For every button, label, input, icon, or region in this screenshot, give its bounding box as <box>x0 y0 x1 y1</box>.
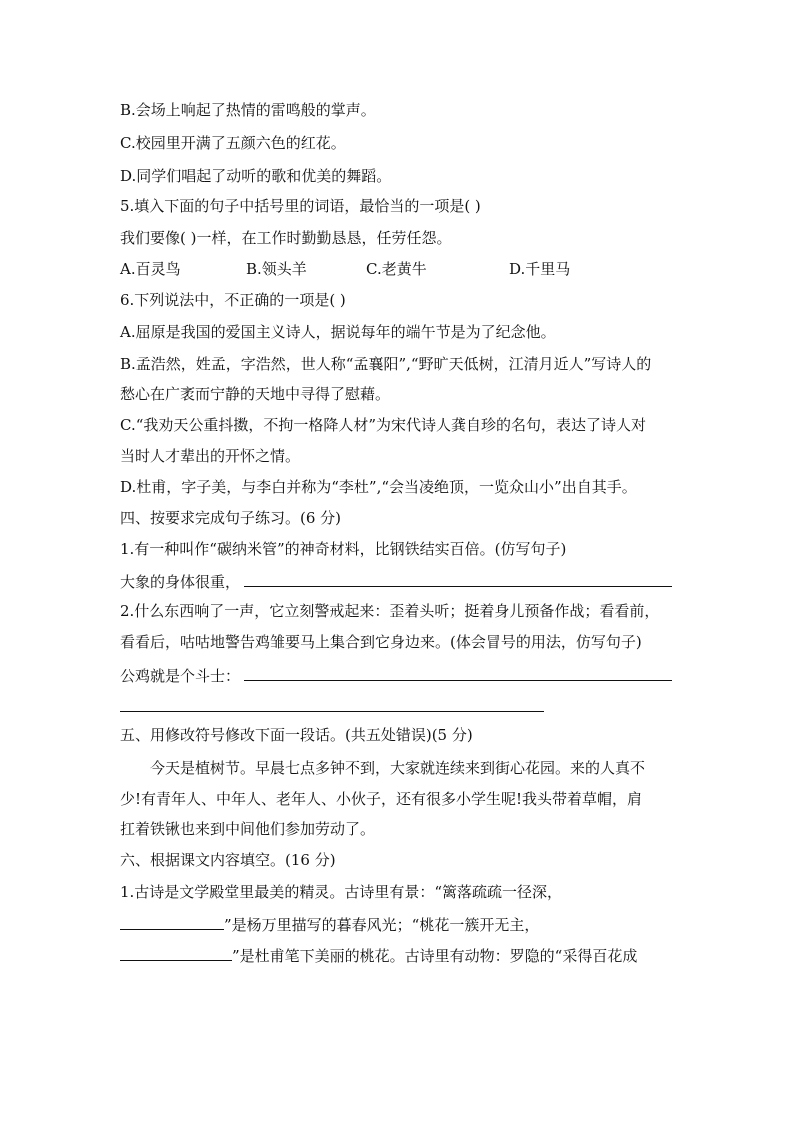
section-4-q1-lead: 大象的身体很重， <box>120 573 241 591</box>
q6-option-b-line2: 愁心在广袤而宁静的天地中寻得了慰藉。 <box>120 385 391 403</box>
section-6-heading: 六、根据课文内容填空。(16 分) <box>120 851 336 869</box>
q6-option-a: A.屈原是我国的爱国主义诗人，据说每年的端午节是为了纪念他。 <box>120 323 556 341</box>
answer-blank[interactable] <box>120 913 224 930</box>
section-6-q1-line3 <box>120 944 672 966</box>
section-6-q1-line1: 1.古诗是文学殿堂里最美的精灵。古诗里有景：“篱落疏疏一径深， <box>120 883 562 901</box>
q5-option-c: C.老黄牛 <box>366 260 427 278</box>
question-5: 5.填入下面的句子中括号里的词语，最恰当的一项是( ) <box>120 197 481 215</box>
q6-option-c-line1: C.“我劝天公重抖擞，不拘一格降人材”为宋代诗人龚自珍的名句，表达了诗人对 <box>120 416 647 434</box>
section-6-q1-line3-text: ”是杜甫笔下美丽的桃花。古诗里有动物：罗隐的“采得百花成 <box>232 947 638 965</box>
question-5-sentence: 我们要像( )一样，在工作时勤勤恳恳，任劳任怨。 <box>120 229 452 247</box>
answer-blank[interactable] <box>244 570 672 587</box>
section-4-heading: 四、按要求完成句子练习。(6 分) <box>120 509 342 527</box>
section-4-q2-answer-row <box>120 664 672 686</box>
section-6-q1-line2-text: ”是杨万里描写的暮春风光；“桃花一簇开无主， <box>224 916 540 934</box>
q4-option-c: C.校园里开满了五颜六色的红花。 <box>120 134 346 152</box>
q5-option-a: A.百灵鸟 <box>120 260 181 278</box>
section-6-q1-line2 <box>120 913 672 935</box>
q5-option-d: D.千里马 <box>509 260 571 278</box>
q4-option-b: B.会场上响起了热情的雷鸣般的掌声。 <box>120 101 376 119</box>
section-4-q2-line2: 看看后，咕咕地警告鸡雏要马上集合到它身边来。(体会冒号的用法，仿写句子) <box>120 633 642 651</box>
answer-blank[interactable] <box>120 944 232 961</box>
paragraph-line-3: 扛着铁锹也来到中间他们参加劳动了。 <box>120 820 376 838</box>
q6-option-d: D.杜甫，字子美，与李白并称为“李杜”,“会当凌绝顶，一览众山小”出自其手。 <box>120 478 637 496</box>
q6-option-b-line1: B.孟浩然，姓孟，字浩然，世人称“孟襄阳”,“野旷天低树，江清月近人”写诗人的 <box>120 355 652 373</box>
section-4-q1-answer-row <box>120 570 672 592</box>
paragraph-line-1: 今天是植树节。早晨七点多钟不到，大家就连续来到街心花园。来的人真不 <box>150 759 646 777</box>
question-6: 6.下列说法中，不正确的一项是( ) <box>120 291 346 309</box>
answer-blank-continuation[interactable] <box>120 711 544 712</box>
section-4-q1: 1.有一种叫作“碳纳米管”的神奇材料，比钢铁结实百倍。(仿写句子) <box>120 540 567 558</box>
section-4-q2-line1: 2.什么东西响了一声，它立刻警戒起来：歪着头听；挺着身儿预备作战；看看前， <box>120 602 660 620</box>
section-5-heading: 五、用修改符号修改下面一段话。(共五处错误)(5 分) <box>120 726 473 744</box>
q5-option-b: B.领头羊 <box>246 260 307 278</box>
q4-option-d: D.同学们唱起了动听的歌和优美的舞蹈。 <box>120 167 392 185</box>
paragraph-line-2: 少!有青年人、中年人、老年人、小伙子，还有很多小学生呢!我头带着草帽，肩 <box>120 790 643 808</box>
section-4-q2-lead: 公鸡就是个斗士： <box>120 667 241 685</box>
q6-option-c-line2: 当时人才辈出的开怀之情。 <box>120 447 301 465</box>
answer-blank[interactable] <box>244 664 672 681</box>
